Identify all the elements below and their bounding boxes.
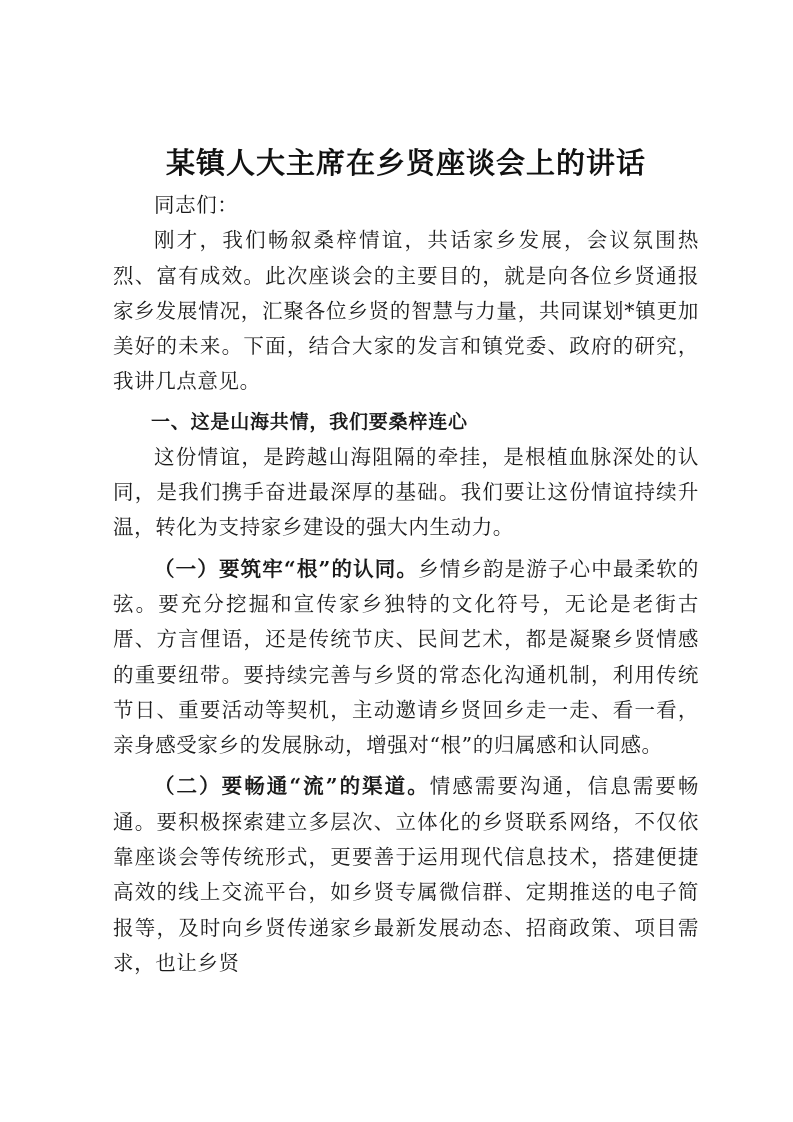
intro-paragraph: 刚才，我们畅叙桑梓情谊，共话家乡发展，会议氛围热烈、富有成效。此次座谈会的主要目的，就是向各位乡贤通报家乡发展情况，汇聚各位乡贤的智慧与力量，共同谋划*镇更加美好的未来。下面，结合大家的发言和镇党委、政府的研究，我讲几点意见。 [113, 228, 699, 394]
document-title: 某镇人大主席在乡贤座谈会上的讲话 [165, 146, 646, 180]
document-body [113, 140, 699, 981]
section-1-paragraph: 这份情谊，是跨越山海阻隔的牵挂，是根植血脉深处的认同，是我们携手奋进最深厚的基础。我们要让这份情谊持续升温，转化为支持家乡建设的强大内生动力。 [113, 444, 699, 540]
subsection-2-lead: （二）要畅通“流”的渠道。 [154, 774, 430, 799]
subsection-1-body: 乡情乡韵是游子心中最柔软的弦。要充分挖掘和宣传家乡独特的文化符号，无论是老街古厝、方言俚语，还是传统节庆、民间艺术，都是凝聚乡贤情感的重要纽带。要持续完善与乡贤的常态化沟通机制，利用传统节日、重要活动等契机，主动邀请乡贤回乡走一走、看一看，亲身感受家乡的发展脉动，增强对“根”的归属感和认同感。 [113, 556, 699, 758]
subsection-1-paragraph [113, 552, 699, 764]
subsection-2-paragraph [113, 769, 699, 981]
subsection-1-lead: （一）要筑牢“根”的认同。 [154, 556, 419, 581]
greeting: 同志们： [154, 193, 239, 217]
section-1-heading: 一、这是山海共情，我们要桑梓连心 [151, 410, 468, 433]
subsection-2-body: 情感需要沟通，信息需要畅通。要积极探索建立多层次、立体化的乡贤联系网络，不仅依靠座谈会等传统形式，更要善于运用现代信息技术，搭建便捷高效的线上交流平台，如乡贤专属微信群、定期推送的电子简报等，及时向乡贤传递家乡最新发展动态、招商政策、项目需求，也让乡贤 [113, 774, 699, 975]
